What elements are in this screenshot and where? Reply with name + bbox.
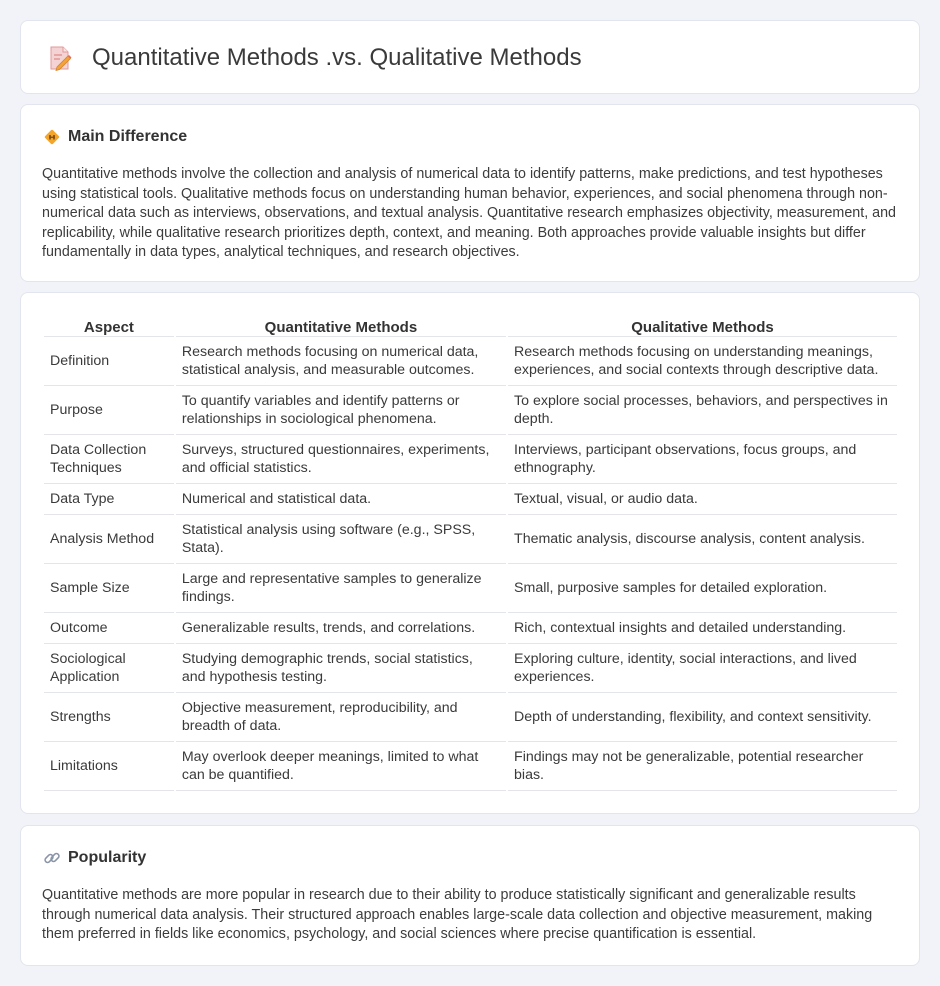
popularity-heading-row <box>43 848 146 868</box>
qualitative-cell: Rich, contextual insights and detailed understanding. <box>508 613 897 644</box>
table-row <box>44 742 897 791</box>
header-card <box>20 20 920 94</box>
qualitative-cell: Findings may not be generalizable, potential researcher bias. <box>508 742 897 791</box>
main-difference-heading: Main Difference <box>68 128 188 145</box>
document-pencil-icon <box>48 45 72 71</box>
table-row <box>44 386 897 435</box>
aspect-cell: Purpose <box>44 386 174 435</box>
table-row <box>44 484 897 515</box>
qualitative-cell: Interviews, participant observations, focus groups, and ethnography. <box>508 435 897 484</box>
page-title: Quantitative Methods .vs. Qualitative Methods <box>92 44 582 71</box>
quantitative-cell: Surveys, structured questionnaires, experiments, and official statistics. <box>176 435 506 484</box>
qualitative-cell: To explore social processes, behaviors, and perspectives in depth. <box>508 386 897 435</box>
popularity-card <box>20 825 920 966</box>
quantitative-cell: Studying demographic trends, social statistics, and hypothesis testing. <box>176 644 506 693</box>
column-header: Quantitative Methods <box>176 316 506 337</box>
quantitative-cell: Numerical and statistical data. <box>176 484 506 515</box>
comparison-table <box>42 316 899 791</box>
aspect-cell: Data Collection Techniques <box>44 435 174 484</box>
main-difference-text: Quantitative methods involve the collection and analysis of numerical data to identify patterns, make predictions, and test hypotheses using statistical tools. Qualitative methods focus on understanding human behavior, experiences, and social phenomena through non-numerical data such as interviews, observations, and textual analysis. Quantitative research emphasizes objectivity, measurement, and replicability, while qualitative research prioritizes depth, context, and meaning. Both approaches provide valuable insights but differ fundamentally in data types, analytical techniques, and research objectives. <box>42 166 897 261</box>
aspect-cell: Sociological Application <box>44 644 174 693</box>
quantitative-cell: Objective measurement, reproducibility, and breadth of data. <box>176 693 506 742</box>
column-header: Aspect <box>44 316 174 337</box>
table-row <box>44 693 897 742</box>
table-row <box>44 564 897 613</box>
quantitative-cell: Generalizable results, trends, and correlations. <box>176 613 506 644</box>
table-row <box>44 515 897 564</box>
aspect-cell: Sample Size <box>44 564 174 613</box>
quantitative-cell: To quantify variables and identify patterns or relationships in sociological phenomena. <box>176 386 506 435</box>
aspect-cell: Analysis Method <box>44 515 174 564</box>
column-header: Qualitative Methods <box>508 316 897 337</box>
aspect-cell: Strengths <box>44 693 174 742</box>
quantitative-cell: Large and representative samples to generalize findings. <box>176 564 506 613</box>
table-row <box>44 435 897 484</box>
quantitative-cell: May overlook deeper meanings, limited to what can be quantified. <box>176 742 506 791</box>
table-header-row <box>44 316 897 337</box>
aspect-cell: Limitations <box>44 742 174 791</box>
popularity-heading: Popularity <box>68 849 147 866</box>
qualitative-cell: Thematic analysis, discourse analysis, content analysis. <box>508 515 897 564</box>
link-icon <box>43 849 61 867</box>
qualitative-cell: Research methods focusing on understanding meanings, experiences, and social contexts through descriptive data. <box>508 337 897 386</box>
quantitative-cell: Statistical analysis using software (e.g., SPSS, Stata). <box>176 515 506 564</box>
table-row <box>44 613 897 644</box>
aspect-cell: Definition <box>44 337 174 386</box>
aspect-cell: Outcome <box>44 613 174 644</box>
qualitative-cell: Textual, visual, or audio data. <box>508 484 897 515</box>
qualitative-cell: Exploring culture, identity, social interactions, and lived experiences. <box>508 644 897 693</box>
main-difference-heading-row <box>43 127 187 147</box>
qualitative-cell: Depth of understanding, flexibility, and context sensitivity. <box>508 693 897 742</box>
quantitative-cell: Research methods focusing on numerical data, statistical analysis, and measurable outcomes. <box>176 337 506 386</box>
table-row <box>44 337 897 386</box>
main-difference-card <box>20 104 920 282</box>
comparison-table-card <box>20 292 920 814</box>
qualitative-cell: Small, purposive samples for detailed exploration. <box>508 564 897 613</box>
diamond-icon <box>43 128 61 146</box>
table-row <box>44 644 897 693</box>
popularity-text: Quantitative methods are more popular in research due to their ability to produce statistically significant and generalizable results through numerical data analysis. Their structured approach enables large-scale data collection and objective measurement, making them preferred in fields like economics, psychology, and social sciences where precise quantification is essential. <box>42 887 873 943</box>
aspect-cell: Data Type <box>44 484 174 515</box>
